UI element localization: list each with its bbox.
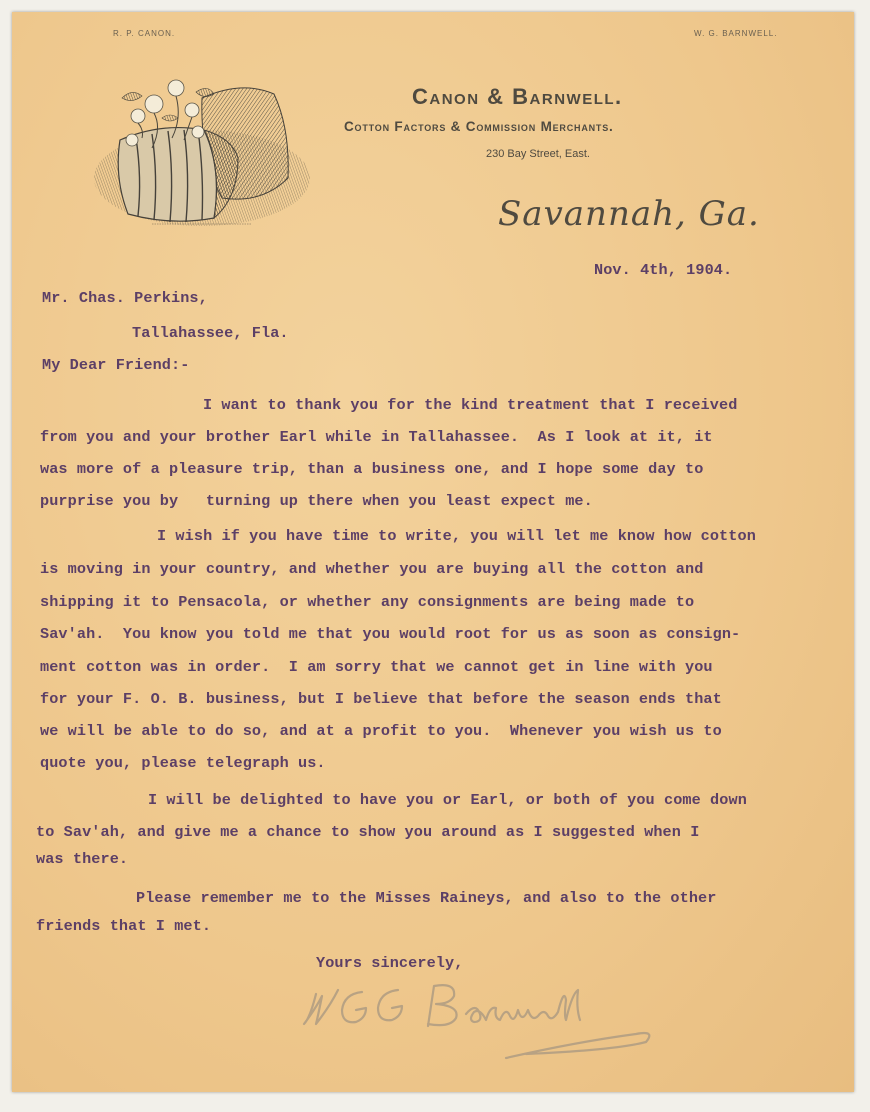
partner-right-name: W. G. BARNWELL. (694, 29, 778, 38)
body-line: purprise you by turning up there when you least expect me. (40, 492, 593, 510)
body-line: was more of a pleasure trip, than a business one, and I hope some day to (40, 460, 704, 478)
body-line: Please remember me to the Misses Raineys, and also to the other (136, 889, 717, 907)
body-line: we will be able to do so, and at a profit to you. Whenever you wish us to (40, 722, 722, 740)
body-line: to Sav'ah, and give me a chance to show you around as I suggested when I (36, 823, 700, 841)
closing: Yours sincerely, (316, 954, 464, 972)
body-line: friends that I met. (36, 917, 212, 935)
body-line: ment cotton was in order. I am sorry that we cannot get in line with you (40, 658, 713, 676)
body-line: from you and your brother Earl while in Tallahassee. As I look at it, it (40, 428, 713, 446)
body-line: I wish if you have time to write, you will let me know how cotton (157, 527, 756, 545)
firm-address: 230 Bay Street, East. (486, 148, 590, 160)
body-line: is moving in your country, and whether you are buying all the cotton and (40, 560, 704, 578)
firm-name: Canon & Barnwell. (412, 84, 623, 109)
recipient-city: Tallahassee, Fla. (132, 324, 289, 342)
firm-tagline: Cotton Factors & Commission Merchants. (344, 119, 614, 134)
letter-date: Nov. 4th, 1904. (594, 261, 733, 279)
recipient-name: Mr. Chas. Perkins, (42, 289, 208, 307)
body-line: Sav'ah. You know you told me that you would root for us as soon as consign- (40, 625, 741, 643)
salutation: My Dear Friend:- (42, 356, 190, 374)
body-line: quote you, please telegraph us. (40, 754, 326, 772)
body-line: I want to thank you for the kind treatment that I received (203, 396, 738, 414)
partner-left-name: R. P. CANON. (113, 29, 176, 38)
handwritten-signature (296, 972, 666, 1072)
body-line: was there. (36, 850, 129, 868)
body-line: for your F. O. B. business, but I believe that before the season ends that (40, 690, 722, 708)
body-line: shipping it to Pensacola, or whether any consignments are being made to (40, 593, 695, 611)
body-line: I will be delighted to have you or Earl, or both of you come down (148, 791, 747, 809)
cotton-bale-engraving (92, 58, 314, 230)
letterhead-city: Savannah, Ga. (498, 194, 760, 234)
